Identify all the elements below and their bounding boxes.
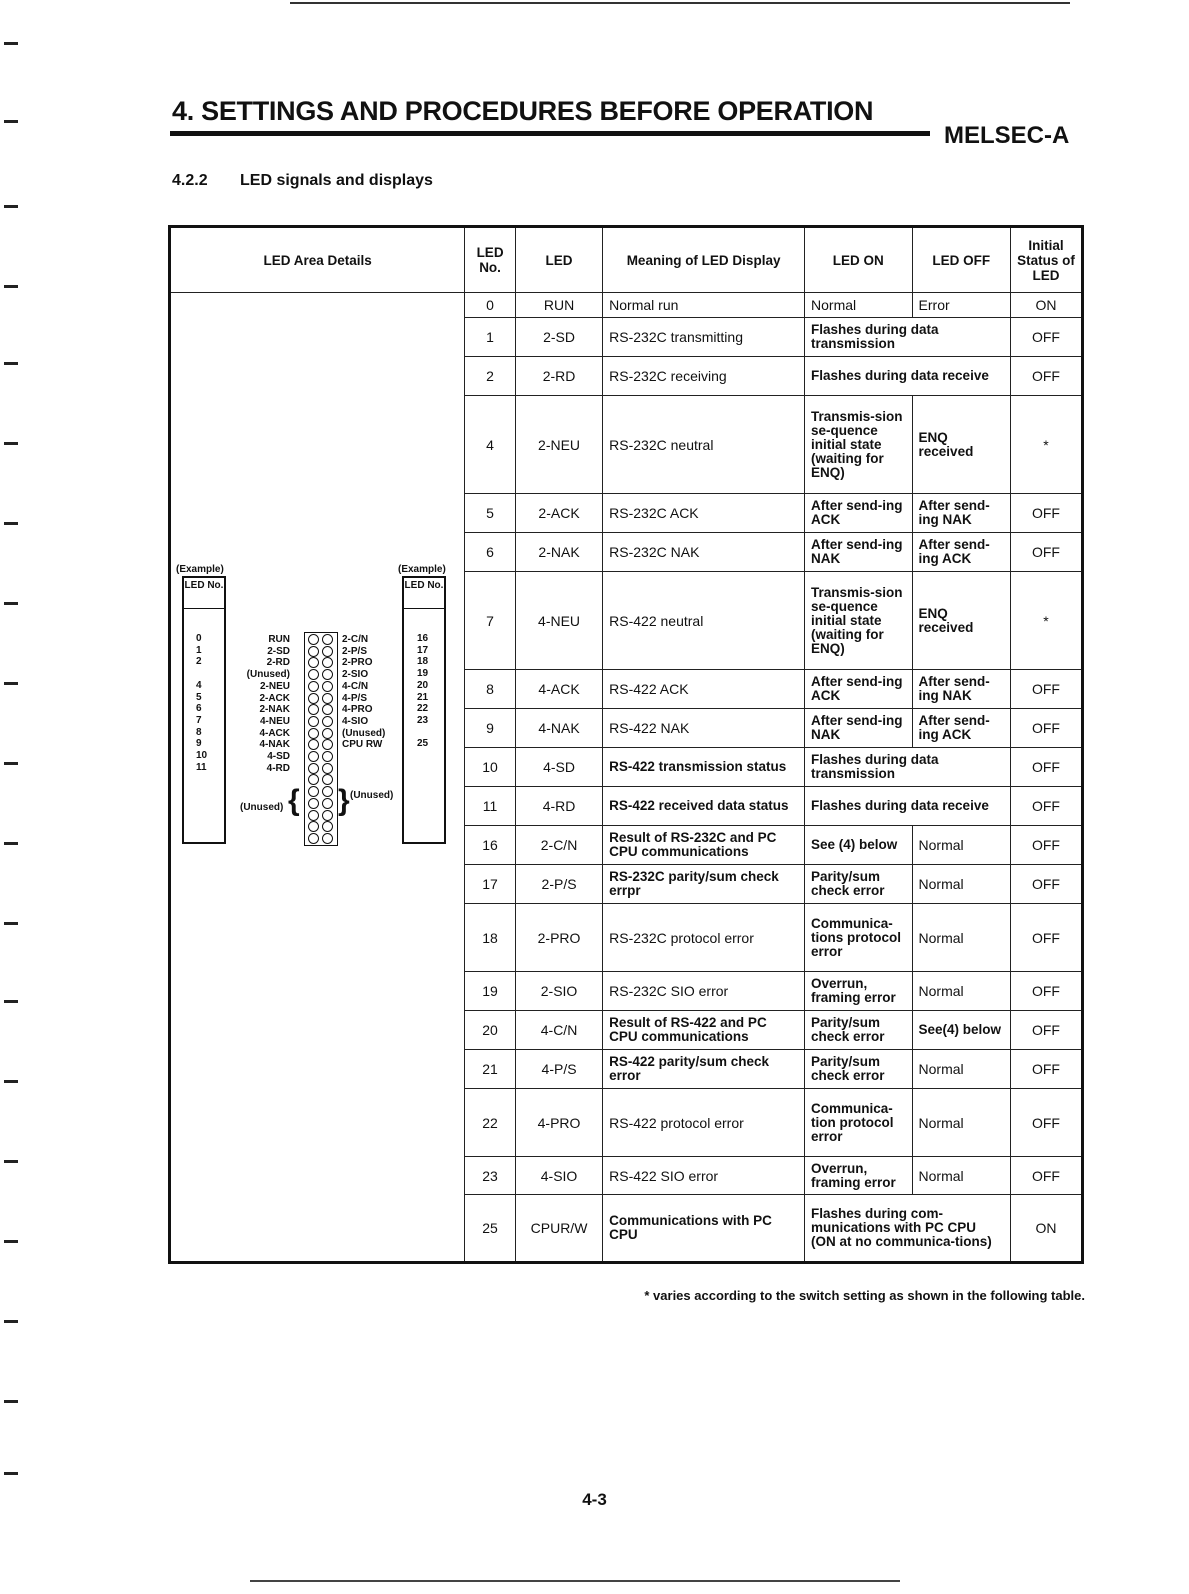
left-led-name: 2-ACK (259, 692, 290, 704)
led-off: After send-ing NAK (912, 494, 1010, 533)
led-number: 1 (465, 318, 516, 357)
right-led-number: 20 (417, 679, 429, 691)
left-led-number: 6 (196, 703, 202, 715)
right-led-name: (Unused) (342, 727, 386, 739)
led-initial: OFF (1010, 904, 1082, 972)
led-off: After send-ing ACK (912, 533, 1010, 572)
led-initial: OFF (1010, 1089, 1082, 1157)
led-name: CPUR/W (515, 1195, 602, 1263)
led-name: 4-SIO (515, 1157, 602, 1195)
right-led-name: 4-SIO (342, 715, 369, 727)
led-number: 18 (465, 904, 516, 972)
led-indicator-dot (322, 810, 333, 821)
led-number: 11 (465, 787, 516, 826)
led-indicator-dot (308, 728, 319, 739)
led-number: 20 (465, 1011, 516, 1050)
led-indicator-dot (308, 704, 319, 715)
led-number: 21 (465, 1050, 516, 1089)
led-initial: OFF (1010, 1050, 1082, 1089)
example-label-right: (Example) (398, 564, 446, 575)
led-on-off: Flashes during data receive (805, 787, 1011, 826)
table-header-row (170, 227, 1083, 293)
led-number-box-right (402, 576, 446, 844)
led-name: RUN (515, 293, 602, 318)
right-led-name: 4-C/N (342, 680, 369, 692)
brand-label: MELSEC-A (944, 122, 1070, 149)
led-indicator-dot (322, 704, 333, 715)
led-on: Parity/sum check error (805, 865, 913, 904)
left-led-name: 4-NEU (259, 715, 290, 727)
led-indicator-dot (308, 774, 319, 785)
led-meaning: RS-422 parity/sum check error (603, 1050, 805, 1089)
right-led-number (417, 727, 428, 739)
right-led-name: CPU RW (342, 739, 383, 751)
right-led-name: 2-SIO (342, 669, 369, 681)
left-led-name: 2-SD (267, 645, 290, 657)
led-number: 17 (465, 865, 516, 904)
right-led-names (342, 634, 385, 751)
left-led-number: 2 (196, 656, 202, 668)
left-led-name: 2-RD (266, 657, 290, 669)
led-initial: OFF (1010, 865, 1082, 904)
column-header: Meaning of LED Display (603, 227, 805, 293)
led-meaning: Normal run (603, 293, 805, 318)
unused-right-label: (Unused) (350, 790, 394, 801)
led-meaning: Communications with PC CPU (603, 1195, 805, 1263)
led-meaning: RS-422 received data status (603, 787, 805, 826)
led-name: 4-PRO (515, 1089, 602, 1157)
led-meaning: RS-232C parity/sum check errpr (603, 865, 805, 904)
led-initial: OFF (1010, 709, 1082, 748)
led-off: Normal (912, 1050, 1010, 1089)
led-indicator-dot (322, 798, 333, 809)
right-brace: } (338, 784, 350, 817)
led-meaning: RS-422 NAK (603, 709, 805, 748)
led-on: Transmis-sion se-quence initial state (waiting for ENQ) (805, 396, 913, 494)
led-name: 2-RD (515, 357, 602, 396)
led-name: 2-P/S (515, 865, 602, 904)
led-indicator-dot (308, 833, 319, 844)
led-initial: * (1010, 572, 1082, 670)
led-number: 7 (465, 572, 516, 670)
right-led-number: 16 (417, 633, 429, 644)
led-number: 8 (465, 670, 516, 709)
led-initial: OFF (1010, 748, 1082, 787)
led-no-header: LED No. (404, 578, 444, 609)
led-number: 19 (465, 972, 516, 1011)
led-number: 4 (465, 396, 516, 494)
left-led-number: 7 (196, 714, 202, 726)
unused-left-label: (Unused) (240, 802, 284, 813)
led-indicator-dot (308, 763, 319, 774)
led-initial: OFF (1010, 494, 1082, 533)
led-indicator-dot (322, 669, 333, 680)
led-name: 4-NAK (515, 709, 602, 748)
right-led-name: 2-P/S (342, 645, 368, 657)
left-led-name: 4-NAK (259, 739, 290, 751)
left-led-number: 8 (196, 726, 202, 738)
led-meaning: Result of RS-232C and PC CPU communications (603, 826, 805, 865)
led-initial: OFF (1010, 1011, 1082, 1050)
right-led-name: 4-P/S (342, 692, 368, 704)
left-led-name: 4-ACK (259, 727, 290, 739)
led-indicator-dot (308, 681, 319, 692)
led-on: Transmis-sion se-quence initial state (waiting for ENQ) (805, 572, 913, 670)
example-label-left: (Example) (176, 564, 224, 575)
column-header: LED ON (805, 227, 913, 293)
led-on: After send-ing NAK (805, 709, 913, 748)
led-name: 2-NEU (515, 396, 602, 494)
led-off: After send-ing NAK (912, 670, 1010, 709)
led-indicator-dot (322, 681, 333, 692)
led-number: 16 (465, 826, 516, 865)
led-indicator-dot (322, 751, 333, 762)
column-header: LED (515, 227, 602, 293)
led-name: 4-ACK (515, 670, 602, 709)
led-indicator-dot (322, 763, 333, 774)
led-on: After send-ing ACK (805, 494, 913, 533)
left-led-number: 5 (196, 691, 202, 703)
led-indicator-dot (322, 739, 333, 750)
left-led-name: 2-NEU (259, 680, 290, 692)
led-indicator-dot (322, 728, 333, 739)
right-led-number: 21 (417, 691, 429, 703)
led-on: Parity/sum check error (805, 1050, 913, 1089)
led-on: Communica-tion protocol error (805, 1089, 913, 1157)
led-number: 22 (465, 1089, 516, 1157)
led-meaning: RS-232C protocol error (603, 904, 805, 972)
led-off: Normal (912, 1157, 1010, 1195)
top-scan-rule (290, 2, 1070, 4)
led-off: Error (912, 293, 1010, 318)
led-meaning: RS-422 SIO error (603, 1157, 805, 1195)
led-initial: OFF (1010, 826, 1082, 865)
led-on: Communica-tions protocol error (805, 904, 913, 972)
led-number: 0 (465, 293, 516, 318)
led-indicator-dot (308, 716, 319, 727)
left-led-name: RUN (268, 634, 290, 645)
led-meaning: RS-422 protocol error (603, 1089, 805, 1157)
led-panel-diagram (176, 562, 462, 862)
led-indicator-dot (322, 774, 333, 785)
left-led-number: 10 (196, 750, 208, 762)
led-number: 9 (465, 709, 516, 748)
led-name: 2-ACK (515, 494, 602, 533)
led-indicator-block (304, 632, 338, 846)
led-off: Normal (912, 865, 1010, 904)
right-led-name: 2-PRO (342, 657, 373, 669)
right-led-number: 19 (417, 668, 429, 680)
led-initial: OFF (1010, 318, 1082, 357)
section-number: 4.2.2 (172, 172, 208, 189)
left-led-name: 4-RD (266, 762, 290, 774)
led-meaning: RS-422 ACK (603, 670, 805, 709)
led-name: 4-NEU (515, 572, 602, 670)
led-initial: ON (1010, 293, 1082, 318)
led-on: After send-ing ACK (805, 670, 913, 709)
left-led-name: (Unused) (246, 669, 290, 681)
right-led-number: 25 (417, 738, 429, 750)
led-name: 2-NAK (515, 533, 602, 572)
led-initial: OFF (1010, 1157, 1082, 1195)
right-led-number: 17 (417, 644, 429, 656)
footnote: * varies according to the switch setting as shown in the following table. (644, 1288, 1085, 1303)
led-indicator-dot (322, 634, 333, 645)
led-name: 4-SD (515, 748, 602, 787)
led-number: 6 (465, 533, 516, 572)
led-name: 2-SD (515, 318, 602, 357)
column-header: LED OFF (912, 227, 1010, 293)
led-indicator-dot (322, 646, 333, 657)
led-initial: ON (1010, 1195, 1082, 1263)
led-indicator-dot (308, 693, 319, 704)
led-off: ENQ received (912, 396, 1010, 494)
led-number: 5 (465, 494, 516, 533)
led-indicator-dot (308, 798, 319, 809)
led-initial: OFF (1010, 670, 1082, 709)
led-on: After send-ing NAK (805, 533, 913, 572)
led-meaning: RS-232C neutral (603, 396, 805, 494)
led-off: Normal (912, 972, 1010, 1011)
led-indicator-dot (308, 751, 319, 762)
led-number: 2 (465, 357, 516, 396)
led-on: Parity/sum check error (805, 1011, 913, 1050)
led-name: 4-P/S (515, 1050, 602, 1089)
led-initial: OFF (1010, 787, 1082, 826)
led-name: 2-SIO (515, 972, 602, 1011)
led-meaning: Result of RS-422 and PC CPU communications (603, 1011, 805, 1050)
led-on: Overrun, framing error (805, 972, 913, 1011)
left-led-name: 2-NAK (259, 704, 290, 716)
led-number: 25 (465, 1195, 516, 1263)
led-number-box-left (182, 576, 226, 844)
left-led-number: 9 (196, 738, 202, 750)
led-meaning: RS-232C receiving (603, 357, 805, 396)
section-title: LED signals and displays (240, 172, 433, 189)
led-indicator-dot (308, 657, 319, 668)
led-meaning: RS-422 neutral (603, 572, 805, 670)
led-on-off: Flashes during com-munications with PC CPU (ON at no communica-tions) (805, 1195, 1011, 1263)
column-header: Initial Status of LED (1010, 227, 1082, 293)
led-name: 2-PRO (515, 904, 602, 972)
left-led-number: 11 (196, 761, 207, 773)
led-meaning: RS-232C SIO error (603, 972, 805, 1011)
led-indicator-dot (308, 810, 319, 821)
led-indicator-dot (322, 821, 333, 832)
led-name: 4-RD (515, 787, 602, 826)
page-number: 4-3 (582, 1490, 607, 1509)
led-off: See(4) below (912, 1011, 1010, 1050)
right-led-numbers (417, 633, 428, 750)
led-indicator-dot (308, 821, 319, 832)
led-on: Overrun, framing error (805, 1157, 913, 1195)
led-indicator-dot (322, 833, 333, 844)
led-indicator-dot (308, 786, 319, 797)
section-heading (172, 172, 433, 190)
left-led-names (236, 634, 290, 774)
led-on-off: Flashes during data transmission (805, 318, 1011, 357)
left-led-numbers (196, 633, 207, 773)
led-indicator-dot (308, 739, 319, 750)
led-off: Normal (912, 826, 1010, 865)
led-initial: OFF (1010, 357, 1082, 396)
left-led-number: 4 (196, 679, 202, 691)
left-led-number (196, 668, 207, 680)
left-led-number: 1 (196, 644, 202, 656)
left-brace: { (288, 784, 300, 817)
left-led-name: 4-SD (267, 751, 290, 763)
right-led-name: 2-C/N (342, 634, 369, 645)
led-initial: * (1010, 396, 1082, 494)
led-meaning: RS-422 transmission status (603, 748, 805, 787)
led-indicator-dot (308, 634, 319, 645)
title-underline (170, 131, 930, 136)
led-on-off: Flashes during data transmission (805, 748, 1011, 787)
right-led-name: 4-PRO (342, 704, 373, 716)
led-indicator-dot (322, 786, 333, 797)
led-off: Normal (912, 904, 1010, 972)
table-row (170, 293, 1083, 318)
column-header: LED Area Details (170, 227, 465, 293)
led-indicator-dot (308, 646, 319, 657)
led-indicator-dot (322, 693, 333, 704)
right-led-number: 23 (417, 714, 429, 726)
chapter-title: 4. SETTINGS AND PROCEDURES BEFORE OPERATION (172, 96, 874, 126)
led-indicator-dot (322, 716, 333, 727)
led-off: ENQ received (912, 572, 1010, 670)
led-on-off: Flashes during data receive (805, 357, 1011, 396)
led-on: Normal (805, 293, 913, 318)
led-indicator-dot (322, 657, 333, 668)
right-led-number: 22 (417, 703, 429, 715)
led-meaning: RS-232C ACK (603, 494, 805, 533)
led-indicator-dot (308, 669, 319, 680)
led-meaning: RS-232C transmitting (603, 318, 805, 357)
bottom-scan-rule (250, 1580, 900, 1582)
led-name: 2-C/N (515, 826, 602, 865)
led-off: After send-ing ACK (912, 709, 1010, 748)
led-on: See (4) below (805, 826, 913, 865)
led-no-header: LED No. (184, 578, 224, 609)
left-led-number: 0 (196, 633, 202, 644)
right-led-number: 18 (417, 656, 429, 668)
column-header: LED No. (465, 227, 516, 293)
led-initial: OFF (1010, 533, 1082, 572)
led-name: 4-C/N (515, 1011, 602, 1050)
led-off: Normal (912, 1089, 1010, 1157)
led-initial: OFF (1010, 972, 1082, 1011)
led-number: 23 (465, 1157, 516, 1195)
led-number: 10 (465, 748, 516, 787)
led-meaning: RS-232C NAK (603, 533, 805, 572)
